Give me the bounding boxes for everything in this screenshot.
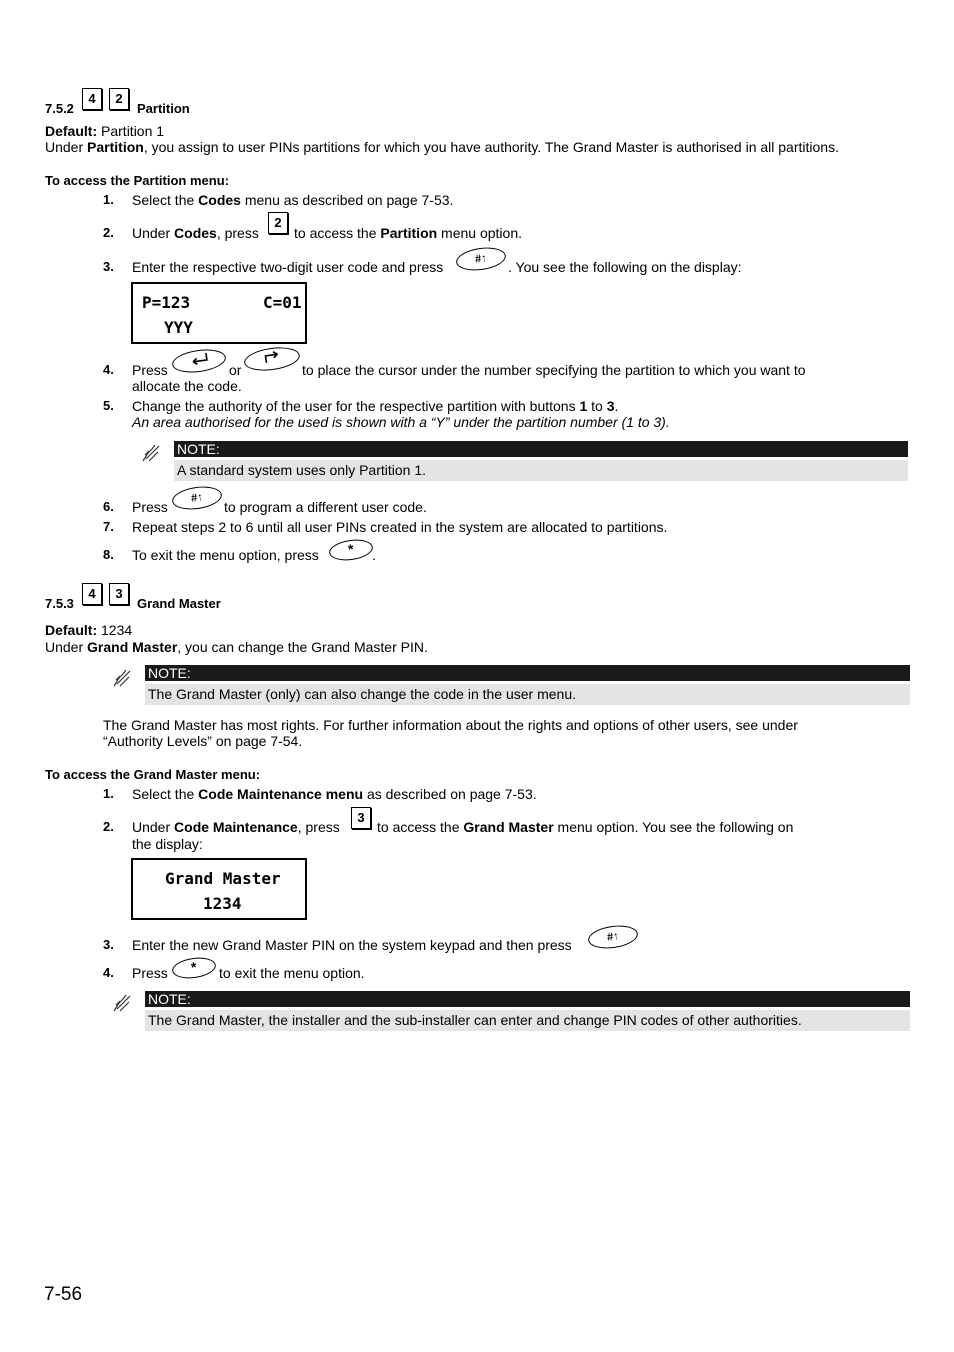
section-number: 7.5.3	[45, 596, 74, 611]
step-text: Enter the new Grand Master PIN on the system keypad and then press	[132, 937, 572, 953]
step-text	[132, 398, 618, 414]
step-number: 4.	[103, 965, 114, 980]
note-hand-icon	[140, 441, 164, 465]
lcd-line1-left: P=123	[142, 293, 191, 312]
lcd-line1-right: C=01	[263, 293, 302, 312]
step-text: Press	[132, 362, 168, 378]
lcd-line1: Grand Master	[165, 869, 281, 888]
default-value: 1234	[97, 622, 133, 638]
step-post: as described on page 7-53.	[363, 786, 537, 802]
step-text	[132, 786, 537, 802]
default-line	[45, 622, 132, 638]
note-hand-icon	[111, 666, 135, 690]
note-header: NOTE:	[174, 441, 908, 457]
hash-key-icon: #↑	[587, 923, 640, 952]
default-value: Partition 1	[97, 123, 165, 139]
step-text-cont: to place the cursor under the number specifying the partition to which you want to	[302, 362, 806, 378]
step-bold: Code Maintenance menu	[198, 786, 364, 802]
step-post: menu option. You see the following on	[553, 819, 794, 835]
step-bold: Codes	[174, 225, 217, 241]
intro-pre: Under	[45, 639, 88, 655]
section-number: 7.5.2	[45, 101, 74, 116]
step-italic-note: An area authorised for the used is shown with a “Y” under the partition number (1 to 3).	[132, 414, 670, 430]
key-4-icon: 4	[82, 88, 102, 110]
step-text-cont: .	[372, 547, 376, 563]
step-text-cont	[294, 225, 522, 241]
step-text	[132, 192, 453, 208]
step-bold: 3	[606, 398, 615, 414]
step-pre: Select the	[132, 786, 199, 802]
intro-post: , you assign to user PINs partitions for which you have authority. The Grand Master is authorised in all partitions.	[143, 139, 839, 155]
paragraph-line: The Grand Master has most rights. For further information about the rights and options of other users, see under	[103, 717, 798, 733]
default-label: Default:	[45, 622, 98, 638]
step-mid: to	[587, 398, 607, 414]
step-bold: Grand Master	[463, 819, 554, 835]
access-heading: To access the Grand Master menu:	[45, 767, 261, 782]
hash-key-icon: #↑	[171, 484, 224, 513]
step-text-line2: the display:	[132, 836, 203, 852]
step-text-cont: to program a different user code.	[224, 499, 427, 515]
step-text-cont: to exit the menu option.	[219, 965, 365, 981]
step-pre: Under	[132, 819, 175, 835]
section-title: Partition	[137, 101, 190, 116]
access-heading: To access the Partition menu:	[45, 173, 229, 188]
step-text-cont: . You see the following on the display:	[508, 259, 742, 275]
step-post: .	[614, 398, 619, 414]
step-text	[132, 225, 259, 241]
key-3-icon: 3	[109, 583, 129, 605]
step-number: 8.	[103, 547, 114, 562]
key-2-icon: 2	[109, 88, 129, 110]
step-text: Repeat steps 2 to 6 until all user PINs created in the system are allocated to partitions.	[132, 519, 668, 535]
star-key-icon: *	[328, 537, 374, 563]
step-text: Enter the respective two-digit user code and press	[132, 259, 444, 275]
step-number: 6.	[103, 499, 114, 514]
note-body: A standard system uses only Partition 1.	[174, 460, 908, 481]
step-mid: , press	[216, 225, 259, 241]
step-mid: , press	[297, 819, 340, 835]
step-text-cont	[377, 819, 793, 835]
lcd-line2: YYY	[164, 318, 193, 337]
step-post: menu option.	[437, 225, 523, 241]
step-text: Press	[132, 499, 168, 515]
step-number: 7.	[103, 519, 114, 534]
step-bold: Codes	[198, 192, 241, 208]
step-pre: Select the	[132, 192, 199, 208]
default-line	[45, 123, 164, 139]
lcd-line2: 1234	[203, 894, 242, 913]
right-arrow-glyph-icon	[251, 346, 293, 369]
step-number: 2.	[103, 819, 114, 834]
step-number: 5.	[103, 398, 114, 413]
intro-text	[45, 639, 428, 655]
lcd-display	[131, 858, 307, 920]
key-3-icon: 3	[351, 807, 371, 829]
step-text-line2: allocate the code.	[132, 378, 242, 394]
intro-pre: Under	[45, 139, 88, 155]
note-header: NOTE:	[145, 665, 910, 681]
left-arrow-glyph-icon	[178, 348, 220, 371]
step-text: To exit the menu option, press	[132, 547, 319, 563]
note-body: The Grand Master, the installer and the sub-installer can enter and change PIN codes of other authorities.	[145, 1010, 910, 1031]
key-2-icon: 2	[268, 212, 288, 234]
lcd-display	[131, 282, 307, 344]
note-header: NOTE:	[145, 991, 910, 1007]
step-text: Press	[132, 965, 168, 981]
step-pre: Under	[132, 225, 175, 241]
intro-text	[45, 139, 839, 155]
or-text: or	[229, 362, 242, 378]
step-post: to access the	[294, 225, 381, 241]
page-number: 7-56	[44, 1284, 83, 1305]
left-arrow-key-icon	[171, 346, 228, 375]
step-bold: 1	[579, 398, 588, 414]
hash-key-icon: #↑	[455, 245, 508, 274]
star-key-icon: *	[171, 955, 217, 981]
section-title: Grand Master	[137, 596, 221, 611]
intro-post: , you can change the Grand Master PIN.	[177, 639, 428, 655]
default-label: Default:	[45, 123, 98, 139]
step-post: menu as described on page 7-53.	[240, 192, 454, 208]
intro-bold: Partition	[87, 139, 144, 155]
note-hand-icon	[111, 991, 135, 1015]
step-number: 3.	[103, 259, 114, 274]
step-number: 4.	[103, 362, 114, 377]
note-body: The Grand Master (only) can also change the code in the user menu.	[145, 684, 910, 705]
step-text	[132, 819, 340, 835]
intro-bold: Grand Master	[87, 639, 178, 655]
step-number: 3.	[103, 937, 114, 952]
step-number: 1.	[103, 786, 114, 801]
step-bold: Partition	[380, 225, 438, 241]
step-post: to access the	[377, 819, 464, 835]
right-arrow-key-icon	[243, 344, 302, 374]
key-4-icon: 4	[82, 583, 102, 605]
step-number: 1.	[103, 192, 114, 207]
step-number: 2.	[103, 225, 114, 240]
step-pre: Change the authority of the user for the respective partition with buttons	[132, 398, 580, 414]
step-bold: Code Maintenance	[174, 819, 298, 835]
paragraph-line: “Authority Levels” on page 7-54.	[103, 733, 303, 749]
